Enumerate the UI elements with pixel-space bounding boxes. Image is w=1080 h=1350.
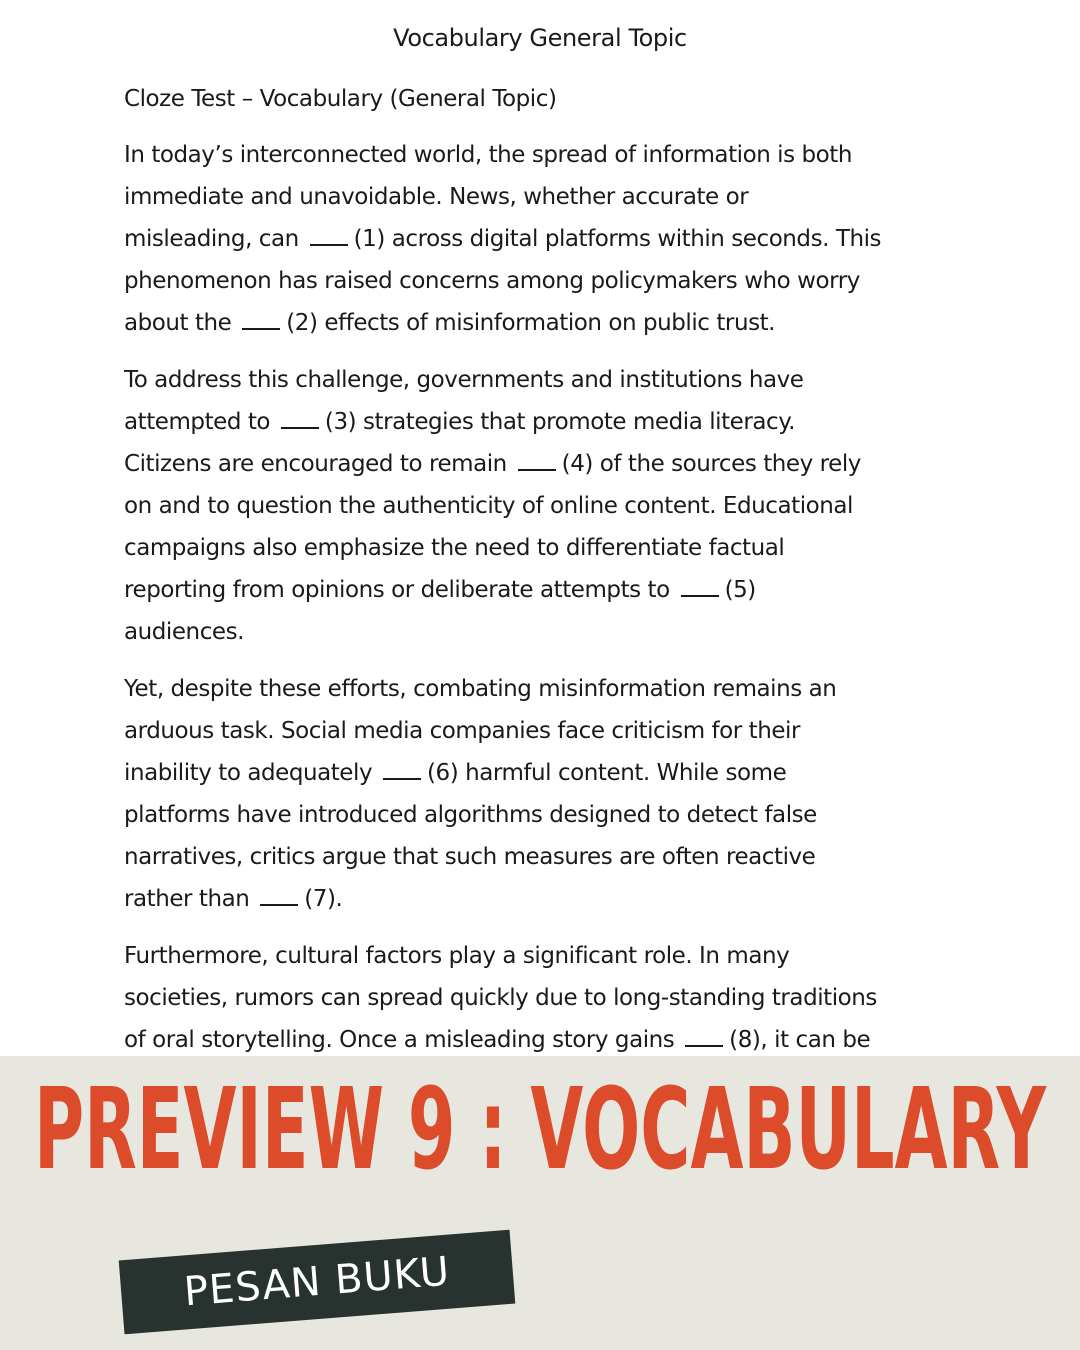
- text-segment: about the: [124, 310, 239, 336]
- text-segment: audiences.: [124, 619, 244, 645]
- text-line: [124, 794, 984, 836]
- text-line: [124, 977, 984, 1019]
- text-segment: attempted to: [124, 409, 277, 435]
- text-line: [124, 836, 984, 878]
- answer-blank: [681, 594, 719, 597]
- text-segment: of oral storytelling. Once a misleading story gains: [124, 1027, 682, 1053]
- text-line: [124, 401, 984, 443]
- text-segment: Citizens are encouraged to remain: [124, 451, 514, 477]
- answer-blank: [310, 243, 348, 246]
- answer-blank: [383, 777, 421, 780]
- text-segment: arduous task. Social media companies face criticism for their: [124, 718, 800, 744]
- text-segment: (6) harmful content. While some: [426, 760, 787, 786]
- text-line: [124, 443, 984, 485]
- text-segment: (1) across digital platforms within seconds. This: [353, 226, 882, 252]
- answer-blank: [281, 426, 319, 429]
- document-title: Vocabulary General Topic: [393, 24, 687, 52]
- text-line: [124, 527, 984, 569]
- text-line: [124, 485, 984, 527]
- text-line: [124, 710, 984, 752]
- text-line: [124, 569, 984, 611]
- preview-banner: [0, 1056, 1080, 1350]
- text-line: [124, 176, 984, 218]
- text-segment: narratives, critics argue that such measures are often reactive: [124, 844, 816, 870]
- text-line: [124, 1019, 984, 1056]
- text-segment: misleading, can: [124, 226, 306, 252]
- text-line: [124, 260, 984, 302]
- text-segment: campaigns also emphasize the need to differentiate factual: [124, 535, 785, 561]
- text-segment: In today’s interconnected world, the spread of information is both: [124, 142, 852, 168]
- cloze-paragraph: [124, 668, 984, 920]
- text-line: [124, 668, 984, 710]
- text-line: [124, 611, 984, 653]
- text-segment: inability to adequately: [124, 760, 379, 786]
- text-segment: (3) strategies that promote media literacy.: [324, 409, 795, 435]
- text-segment: immediate and unavoidable. News, whether accurate or: [124, 184, 749, 210]
- answer-blank: [242, 327, 280, 330]
- cloze-test-subtitle: Cloze Test – Vocabulary (General Topic): [124, 86, 557, 112]
- answer-blank: [685, 1044, 723, 1047]
- text-segment: phenomenon has raised concerns among policymakers who worry: [124, 268, 860, 294]
- text-segment: platforms have introduced algorithms designed to detect false: [124, 802, 817, 828]
- preview-headline-text: PREVIEW 9 : VOCABULARY: [34, 1072, 1048, 1182]
- text-line: [124, 935, 984, 977]
- text-line: [124, 878, 984, 920]
- text-segment: (5): [724, 577, 756, 603]
- preview-headline: [0, 1072, 1080, 1182]
- preview-headline-graphic: [0, 1072, 1080, 1182]
- cloze-paragraph: [124, 359, 984, 653]
- cloze-paragraph: [124, 935, 984, 1056]
- text-segment: societies, rumors can spread quickly due to long-standing traditions: [124, 985, 877, 1011]
- text-line: [124, 134, 984, 176]
- text-segment: on and to question the authenticity of online content. Educational: [124, 493, 853, 519]
- text-segment: (2) effects of misinformation on public trust.: [286, 310, 776, 336]
- text-segment: To address this challenge, governments and institutions have: [124, 367, 804, 393]
- text-line: [124, 218, 984, 260]
- text-segment: reporting from opinions or deliberate attempts to: [124, 577, 677, 603]
- text-segment: Furthermore, cultural factors play a significant role. In many: [124, 943, 790, 969]
- text-segment: (4) of the sources they rely: [561, 451, 861, 477]
- text-segment: (7).: [304, 886, 343, 912]
- text-segment: (8), it can be: [729, 1027, 871, 1053]
- order-book-button[interactable]: PESAN BUKU: [119, 1230, 516, 1335]
- text-line: [124, 752, 984, 794]
- text-segment: rather than: [124, 886, 257, 912]
- text-line: [124, 302, 984, 344]
- cloze-paragraph: [124, 134, 984, 344]
- text-line: [124, 359, 984, 401]
- text-segment: Yet, despite these efforts, combating misinformation remains an: [124, 676, 837, 702]
- answer-blank: [260, 903, 298, 906]
- document-body: [124, 78, 984, 1056]
- answer-blank: [518, 468, 556, 471]
